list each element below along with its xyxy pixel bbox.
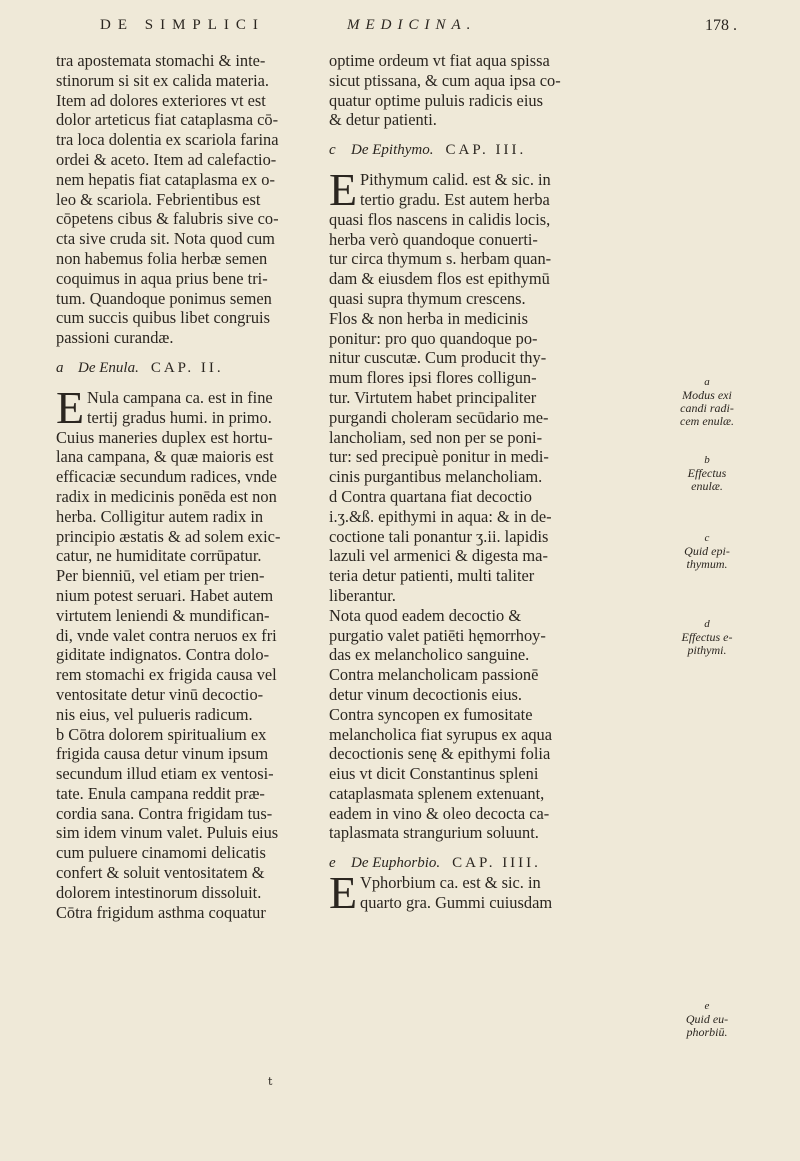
- text-line: non habemus folia herbæ semen: [56, 248, 268, 268]
- margin-note-letter: d: [704, 618, 710, 630]
- margin-note-line: pithymi.: [687, 643, 727, 657]
- margin-note-c: [652, 532, 762, 571]
- margin-note-b: [652, 454, 762, 493]
- text-line: dolorem intestinorum dissoluit.: [56, 882, 262, 902]
- text-line: coquimus in aqua prius bene tri-: [56, 268, 268, 288]
- text-line: tertij gradus humi. in primo.: [87, 407, 272, 427]
- text-line: stinorum si sit ex calida materia.: [56, 70, 270, 90]
- text-line: purgatio valet patiēti hęmorrhoy-: [329, 625, 546, 645]
- text-line: cinis purgantibus melancholiam.: [329, 467, 543, 487]
- text-line: das ex melancholico sanguine.: [329, 645, 530, 665]
- text-line: quasi flos nascens in calidis locis,: [329, 209, 551, 229]
- text-line: herba. Colligitur autem radix in: [56, 506, 264, 526]
- text-line: tate. Enula campana reddit præ-: [56, 783, 265, 803]
- text-line: Nota quod eadem decoctio &: [329, 605, 522, 625]
- text-line: cataplasmata splenem extenuant,: [329, 783, 545, 803]
- text-line: cum succis quibus libet congruis: [56, 308, 270, 328]
- text-line: cōpetens cibus & falubris sive co-: [56, 209, 279, 229]
- text-line: liberantur.: [329, 585, 396, 605]
- text-line: eadem in vino & oleo decocta ca-: [329, 803, 550, 823]
- chapter-heading-enula: [56, 358, 304, 378]
- text-line: quasi supra thymum crescens.: [329, 288, 526, 308]
- dropcap-block: [56, 381, 304, 433]
- margin-note-e: [652, 1000, 762, 1039]
- margin-note-line: Quid epi-: [684, 544, 730, 558]
- text-line: tur circa thymum s. herbam quan-: [329, 249, 552, 269]
- margin-note-line: Effectus e-: [681, 630, 733, 644]
- text-line: lana campana, & quæ maioris est: [56, 447, 274, 467]
- heading-chapter: CAP. II.: [150, 359, 224, 376]
- text-line: i.ʒ.&ß. epithymi in aqua: & in de-: [329, 506, 552, 526]
- text-line: sicut ptissana, & cum aqua ipsa co-: [329, 70, 561, 90]
- text-line: Nula campana ca. est in fine: [87, 387, 273, 407]
- running-head-right: MEDICINA.: [347, 17, 477, 33]
- text-line: Pithymum calid. est & sic. in: [360, 170, 551, 190]
- margin-note-line: phorbiū.: [686, 1025, 728, 1039]
- text-line: leo & scariola. Febrientibus est: [56, 189, 261, 209]
- text-line: tum. Quandoque ponimus semen: [56, 288, 272, 308]
- text-line: Vphorbium ca. est & sic. in: [360, 873, 541, 893]
- heading-title: De Enula.: [78, 359, 139, 376]
- chapter-heading-euphorbio: [329, 853, 635, 873]
- running-head-left: DE SIMPLICI: [100, 17, 265, 33]
- text-line: cta sive cruda sit. Nota quod cum: [56, 229, 275, 249]
- text-line: cordia sana. Contra frigidam tus-: [56, 803, 273, 823]
- heading-marker: c: [329, 142, 336, 159]
- text-line: melancholica fiat syrupus ex aqua: [329, 724, 553, 744]
- text-line: lancholiam, sed non per se poni-: [329, 427, 543, 447]
- text-line: detur vinum decoctionis eius.: [329, 684, 523, 704]
- text-line: dam & eiusdem flos est epithymū: [329, 269, 550, 289]
- text-line: tertio gradu. Est autem herba: [360, 189, 550, 209]
- text-line: herba verò quandoque conuerti-: [329, 229, 538, 249]
- text-line: efficaciæ secundum radices, vnde: [56, 467, 277, 487]
- text-line: Flos & non herba in medicinis: [329, 308, 528, 328]
- margin-note-letter: e: [704, 1000, 710, 1012]
- text-line: lazuli vel armenici & digesta ma-: [329, 546, 548, 566]
- text-line: d Contra quartana fiat decoctio: [329, 486, 532, 506]
- dropcap-block: [329, 164, 635, 216]
- text-line: radix in medicinis ponēda est non: [56, 486, 277, 506]
- signature-mark: t: [268, 1075, 273, 1088]
- text-line: quarto gra. Gummi cuiusdam: [360, 893, 553, 913]
- text-line: nis eius, vel pulueris radicum.: [56, 704, 253, 724]
- text-line: Item ad dolores exteriores vt est: [56, 90, 266, 110]
- right-para-1: [329, 51, 635, 130]
- margin-note-line: Effectus: [687, 466, 727, 480]
- text-line: tur: sed precipuè ponitur in medi-: [329, 447, 549, 467]
- text-line: Cōtra frigidum asthma coquatur: [56, 902, 266, 922]
- margin-note-line: cem enulæ.: [680, 414, 734, 428]
- dropcap-block: [329, 867, 635, 919]
- text-line: ponitur: pro quo quandoque po-: [329, 328, 538, 348]
- text-line: virtutem leniendi & mundifican-: [56, 605, 270, 625]
- margin-note-letter: b: [704, 454, 710, 466]
- text-line: b Cōtra dolorem spiritualium ex: [56, 724, 267, 744]
- heading-chapter: CAP. III.: [445, 142, 527, 159]
- left-column: [56, 51, 304, 922]
- margin-note-line: thymum.: [686, 557, 728, 571]
- margin-note-line: Modus exi: [682, 388, 732, 402]
- text-line: & detur patienti.: [329, 110, 437, 130]
- drop-capital: E: [329, 164, 358, 216]
- page-number: 178 .: [705, 17, 737, 34]
- margin-note-line: Quid eu-: [685, 1012, 729, 1026]
- drop-capital: E: [56, 381, 85, 433]
- text-line: dolor arteticus fiat cataplasma cō-: [56, 110, 279, 130]
- drop-capital: E: [329, 867, 358, 919]
- heading-title: De Euphorbio.: [351, 855, 441, 872]
- text-line: Contra melancholicam passionē: [329, 665, 539, 685]
- text-line: decoctionis senę & epithymi folia: [329, 744, 551, 764]
- heading-marker: e: [329, 855, 336, 872]
- text-line: tur. Virtutem habet principaliter: [329, 387, 537, 407]
- text-line: optime ordeum vt fiat aqua spissa: [329, 51, 550, 70]
- left-para-1: [56, 51, 304, 348]
- right-para-2: [329, 164, 635, 843]
- text-line: taplasmata strangurium soluunt.: [329, 823, 539, 843]
- margin-note-line: enulæ.: [691, 479, 723, 493]
- heading-marker: a: [56, 359, 64, 376]
- text-line: cum puluere cinamomi delicatis: [56, 843, 266, 863]
- text-line: catur, ne humiditate corrūpatur.: [56, 546, 262, 566]
- heading-title: De Epithymo.: [351, 142, 434, 159]
- text-line: di, vnde valet contra neruos ex fri: [56, 625, 277, 645]
- text-line: rem stomachi ex frigida causa vel: [56, 665, 277, 685]
- text-line: confert & soluit ventositatem &: [56, 863, 265, 883]
- text-line: secundum illud etiam ex ventosi-: [56, 764, 274, 784]
- text-line: passioni curandæ.: [56, 328, 174, 348]
- text-line: ordei & aceto. Item ad calefactio-: [56, 149, 277, 169]
- text-line: eius vt dicit Constantinus spleni: [329, 764, 539, 784]
- margin-note-line: candi radi-: [680, 401, 734, 415]
- text-line: nem hepatis fiat cataplasma ex o-: [56, 169, 275, 189]
- margin-note-letter: c: [704, 532, 710, 544]
- text-line: Contra syncopen ex fumositate: [329, 704, 533, 724]
- right-column: [329, 51, 635, 919]
- text-line: teria detur patienti, multi taliter: [329, 566, 535, 586]
- text-line: coctione tali ponantur ʒ.ii. lapidis: [329, 526, 549, 546]
- chapter-heading-epithymo: [329, 140, 635, 160]
- text-line: mum flores ipsi flores colligun-: [329, 368, 537, 388]
- text-line: nium potest seruari. Habet autem: [56, 585, 274, 605]
- margin-note-letter: a: [704, 376, 710, 388]
- text-line: ventositate detur vinū decoctio-: [56, 684, 264, 704]
- text-line: giditate indignatos. Contra dolo-: [56, 645, 270, 665]
- text-line: Cuius maneries duplex est hortu-: [56, 427, 273, 447]
- text-line: quatur optime puluis radicis eius: [329, 90, 543, 110]
- margin-note-a: [652, 376, 762, 428]
- text-line: tra loca dolentia ex scariola farina: [56, 130, 279, 150]
- text-line: principio æstatis & ad solem exic-: [56, 526, 281, 546]
- text-line: Per bienniū, vel etiam per trien-: [56, 566, 265, 586]
- text-line: tra apostemata stomachi & inte-: [56, 51, 266, 70]
- text-line: purgandi choleram secūdario me-: [329, 407, 549, 427]
- left-para-2: [56, 381, 304, 923]
- margin-note-d: [652, 618, 762, 657]
- text-line: sim idem vinum valet. Puluis eius: [56, 823, 279, 843]
- heading-chapter: CAP. IIII.: [452, 855, 541, 872]
- text-line: frigida causa detur vinum ipsum: [56, 744, 269, 764]
- text-line: nitur cuscutæ. Cum producit thy-: [329, 348, 547, 368]
